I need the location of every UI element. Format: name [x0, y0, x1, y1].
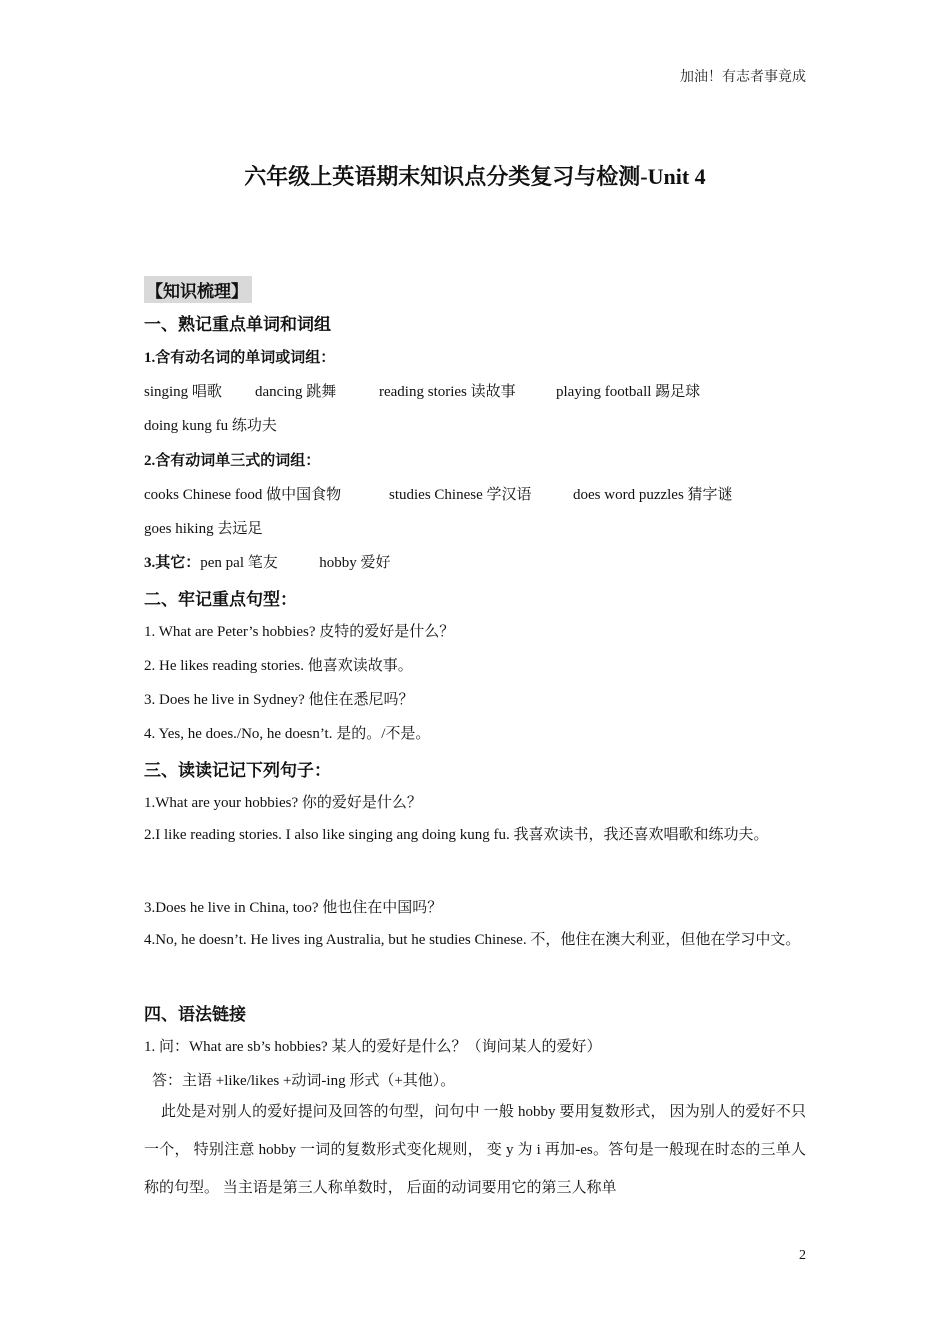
grammar-question: 1. 问：What are sb’s hobbies? 某人的爱好是什么？（询问某人的爱好）	[144, 1039, 602, 1055]
section3-heading: 三、读读记记下列句子：	[144, 761, 331, 780]
word-item: dancing 跳舞	[255, 384, 337, 400]
section1-sub1-heading: 1.含有动名词的单词或词组：	[144, 350, 336, 366]
sentence-paragraph: 2.I like reading stories. I also like singing ang doing kung fu. 我喜欢读书，我还喜欢唱歌和练功夫。	[144, 827, 769, 843]
sentence-line: 3.Does he live in China, too? 他也住在中国吗？	[144, 900, 443, 916]
page-title: 六年级上英语期末知识点分类复习与检测-Unit 4	[244, 164, 706, 189]
sentence-paragraph: 4.No, he doesn’t. He lives ing Australia, but he studies Chinese. 不，他住在澳大利亚，但他在学习中文。	[144, 932, 801, 948]
section1-heading: 一、熟记重点单词和词组	[144, 315, 331, 334]
gerund-words-row	[144, 380, 700, 401]
phrase-item: goes hiking 去远足	[144, 521, 263, 537]
section1-sub2-heading: 2.含有动词单三式的词组：	[144, 453, 321, 469]
word-item: playing football 踢足球	[556, 384, 701, 400]
phrase-item: does word puzzles 猜字谜	[573, 487, 733, 503]
section4-heading: 四、语法链接	[144, 1005, 246, 1024]
other-words-row	[144, 551, 391, 572]
sentence-line: 1.What are your hobbies? 你的爱好是什么？	[144, 795, 422, 811]
grammar-explanation: 此处是对别人的爱好提问及回答的句型，问句中 一般 hobby 要用复数形式， 因为别人的爱好不只一个， 特别注意 hobby 一词的复数形式变化规则， 变 y 为 i 再加-es。答句是一般现在时态的三单人称的句型。 当主语是第三人称单数时， 后面的动词要用它的第三人称单	[144, 1104, 806, 1196]
sentence-line: 4. Yes, he does./No, he doesn’t. 是的。/不是。	[144, 726, 431, 742]
phrase-item: studies Chinese 学汉语	[389, 487, 532, 503]
sentence-line: 2. He likes reading stories. 他喜欢读故事。	[144, 658, 413, 674]
phrase-item: cooks Chinese food 做中国食物	[144, 487, 342, 503]
word-item: doing kung fu 练功夫	[144, 418, 277, 434]
word-item: singing 唱歌	[144, 384, 222, 400]
header-motto: 加油！有志者事竟成	[680, 70, 806, 85]
word-item: pen pal 笔友	[200, 555, 278, 571]
sentence-line: 1. What are Peter’s hobbies? 皮特的爱好是什么？	[144, 624, 455, 640]
grammar-answer: 答：主语 +like/likes +动词-ing 形式（+其他）。	[152, 1073, 456, 1089]
knowledge-summary-badge: 【知识梳理】	[144, 276, 252, 303]
word-item: reading stories 读故事	[379, 384, 516, 400]
third-person-phrases-row	[144, 483, 733, 504]
section2-heading: 二、牢记重点句型：	[144, 590, 297, 609]
page-number: 2	[799, 1248, 806, 1263]
word-item: hobby 爱好	[319, 555, 391, 571]
sentence-line: 3. Does he live in Sydney? 他住在悉尼吗？	[144, 692, 414, 708]
other-label: 3.其它：	[144, 555, 201, 571]
